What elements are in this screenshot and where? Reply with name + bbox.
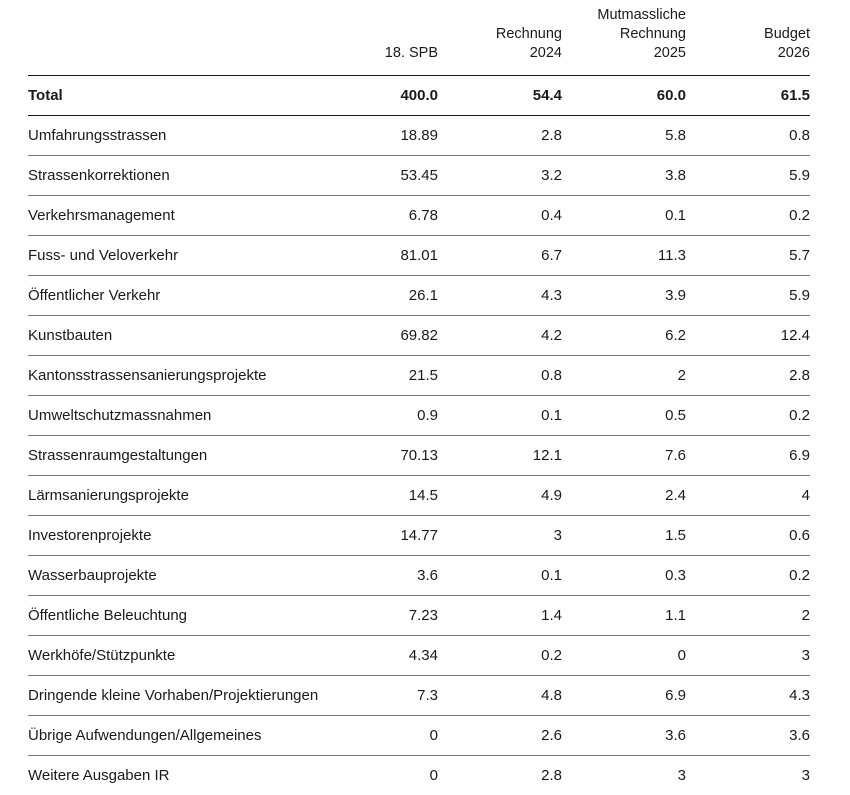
cell-b2026: 2.8 <box>686 356 810 396</box>
table-row <box>28 476 810 516</box>
cell-label: Strassenraumgestaltungen <box>28 436 368 476</box>
header-b2026-line1: Budget <box>764 26 810 42</box>
table-row <box>28 156 810 196</box>
cell-r2024: 2.6 <box>438 716 562 756</box>
cell-r2024: 2.8 <box>541 767 562 784</box>
cell-spb: 26.1 <box>368 276 438 316</box>
cell-r2024: 0.4 <box>438 196 562 236</box>
header-budget-2026 <box>686 0 810 76</box>
cell-m2025: 1.1 <box>562 596 686 636</box>
budget-table <box>28 0 810 795</box>
cell-spb: 0.9 <box>368 396 438 436</box>
cell-m2025: 3.9 <box>562 276 686 316</box>
table-row <box>28 396 810 436</box>
cell-m2025: 6.2 <box>562 316 686 356</box>
cell-b2026: 0.6 <box>686 516 810 556</box>
cell-b2026: 3.6 <box>686 716 810 756</box>
cell-b2026: 4 <box>686 476 810 516</box>
cell-label: Kantonsstrassensanierungsprojekte <box>28 356 368 396</box>
cell-r2024: 6.7 <box>438 236 562 276</box>
cell-m2025: 7.6 <box>562 436 686 476</box>
cell-r2024: 0.1 <box>438 396 562 436</box>
cell-spb: 81.01 <box>368 236 438 276</box>
cell-r2024: 4.3 <box>438 276 562 316</box>
table-body <box>28 76 810 795</box>
cell-label: Weitere Ausgaben IR <box>28 767 170 784</box>
total-label: Total <box>28 76 368 116</box>
cell-spb: 4.34 <box>368 636 438 676</box>
cell-m2025: 0.1 <box>562 196 686 236</box>
cell-r2024: 1.4 <box>438 596 562 636</box>
cell-label: Umfahrungsstrassen <box>28 116 368 156</box>
header-spb <box>368 0 438 76</box>
cell-spb: 14.77 <box>368 516 438 556</box>
cell-spb: 7.23 <box>368 596 438 636</box>
table-row <box>28 676 810 716</box>
total-row <box>28 76 810 116</box>
cell-m2025: 0 <box>562 636 686 676</box>
total-b2026: 61.5 <box>686 76 810 116</box>
cell-label: Kunstbauten <box>28 316 368 356</box>
table-row <box>28 276 810 316</box>
table-row <box>28 116 810 156</box>
cell-b2026: 5.9 <box>686 276 810 316</box>
header-m2025-line1: Mutmassliche <box>597 7 686 23</box>
header-m2025-line2: Rechnung <box>619 26 686 42</box>
cell-b2026: 5.7 <box>686 236 810 276</box>
cell-m2025: 2.4 <box>562 476 686 516</box>
cell-r2024: 3 <box>438 516 562 556</box>
cell-spb: 69.82 <box>368 316 438 356</box>
cell-r2024: 4.8 <box>438 676 562 716</box>
cell-label: Lärmsanierungsprojekte <box>28 476 368 516</box>
table-row <box>28 356 810 396</box>
cell-r2024: 3.2 <box>438 156 562 196</box>
header-r2024-line1: Rechnung <box>495 26 562 42</box>
table-header <box>28 0 810 76</box>
budget-table-container <box>28 0 810 795</box>
cell-r2024: 4.9 <box>438 476 562 516</box>
table-row <box>28 716 810 756</box>
cell-m2025: 5.8 <box>562 116 686 156</box>
cell-label: Verkehrsmanagement <box>28 196 368 236</box>
cell-b2026: 6.9 <box>686 436 810 476</box>
header-m2025-line3: 2025 <box>653 45 686 61</box>
cell-r2024: 2.8 <box>438 116 562 156</box>
cell-b2026: 0.8 <box>686 116 810 156</box>
cell-b2026: 12.4 <box>686 316 810 356</box>
cell-m2025: 0.3 <box>562 556 686 596</box>
cell-label: Öffentliche Beleuchtung <box>28 596 368 636</box>
table-row <box>28 556 810 596</box>
header-b2026-line2: 2026 <box>777 45 810 61</box>
cell-m2025: 2 <box>562 356 686 396</box>
total-m2025: 60.0 <box>562 76 686 116</box>
header-label-column <box>28 0 368 76</box>
table-row <box>28 436 810 476</box>
cell-r2024: 0.8 <box>438 356 562 396</box>
table-row <box>28 636 810 676</box>
cell-b2026: 0.2 <box>686 196 810 236</box>
cell-m2025: 6.9 <box>562 676 686 716</box>
cell-b2026: 3 <box>686 636 810 676</box>
cell-m2025: 3 <box>677 767 686 784</box>
table-row <box>28 756 810 795</box>
cell-m2025: 11.3 <box>562 236 686 276</box>
header-spb-line1: 18. SPB <box>384 45 438 61</box>
cell-spb: 53.45 <box>368 156 438 196</box>
cell-label: Investorenprojekte <box>28 516 368 556</box>
cell-m2025: 3.8 <box>562 156 686 196</box>
cell-r2024: 0.2 <box>438 636 562 676</box>
cell-spb: 6.78 <box>368 196 438 236</box>
cell-label: Dringende kleine Vorhaben/Projektierungen <box>28 676 368 716</box>
cell-label: Öffentlicher Verkehr <box>28 276 368 316</box>
cell-spb: 14.5 <box>368 476 438 516</box>
cell-spb: 7.3 <box>368 676 438 716</box>
cell-r2024: 0.1 <box>438 556 562 596</box>
cell-label: Wasserbauprojekte <box>28 556 368 596</box>
total-spb: 400.0 <box>368 76 438 116</box>
cell-b2026: 4.3 <box>686 676 810 716</box>
header-row <box>28 0 810 76</box>
total-r2024: 54.4 <box>438 76 562 116</box>
cell-b2026: 3 <box>801 767 810 784</box>
cell-spb: 70.13 <box>368 436 438 476</box>
table-row <box>28 196 810 236</box>
cell-b2026: 2 <box>686 596 810 636</box>
cell-b2026: 0.2 <box>686 556 810 596</box>
cell-spb: 3.6 <box>368 556 438 596</box>
cell-label: Fuss- und Veloverkehr <box>28 236 368 276</box>
cell-m2025: 0.5 <box>562 396 686 436</box>
cell-label: Werkhöfe/Stützpunkte <box>28 636 368 676</box>
table-row <box>28 516 810 556</box>
cell-m2025: 3.6 <box>562 716 686 756</box>
cell-spb: 0 <box>368 716 438 756</box>
header-mutmassliche-2025 <box>562 0 686 76</box>
cell-spb: 0 <box>429 767 438 784</box>
cell-spb: 21.5 <box>368 356 438 396</box>
header-r2024-line2: 2024 <box>529 45 562 61</box>
cell-m2025: 1.5 <box>562 516 686 556</box>
cell-label: Strassenkorrektionen <box>28 156 368 196</box>
cell-label: Umweltschutzmassnahmen <box>28 396 368 436</box>
header-rechnung-2024 <box>438 0 562 76</box>
table-row <box>28 596 810 636</box>
table-row <box>28 316 810 356</box>
cell-label: Übrige Aufwendungen/Allgemeines <box>28 716 368 756</box>
cell-b2026: 0.2 <box>686 396 810 436</box>
table-row <box>28 236 810 276</box>
cell-spb: 18.89 <box>368 116 438 156</box>
cell-r2024: 12.1 <box>438 436 562 476</box>
cell-b2026: 5.9 <box>686 156 810 196</box>
cell-r2024: 4.2 <box>438 316 562 356</box>
